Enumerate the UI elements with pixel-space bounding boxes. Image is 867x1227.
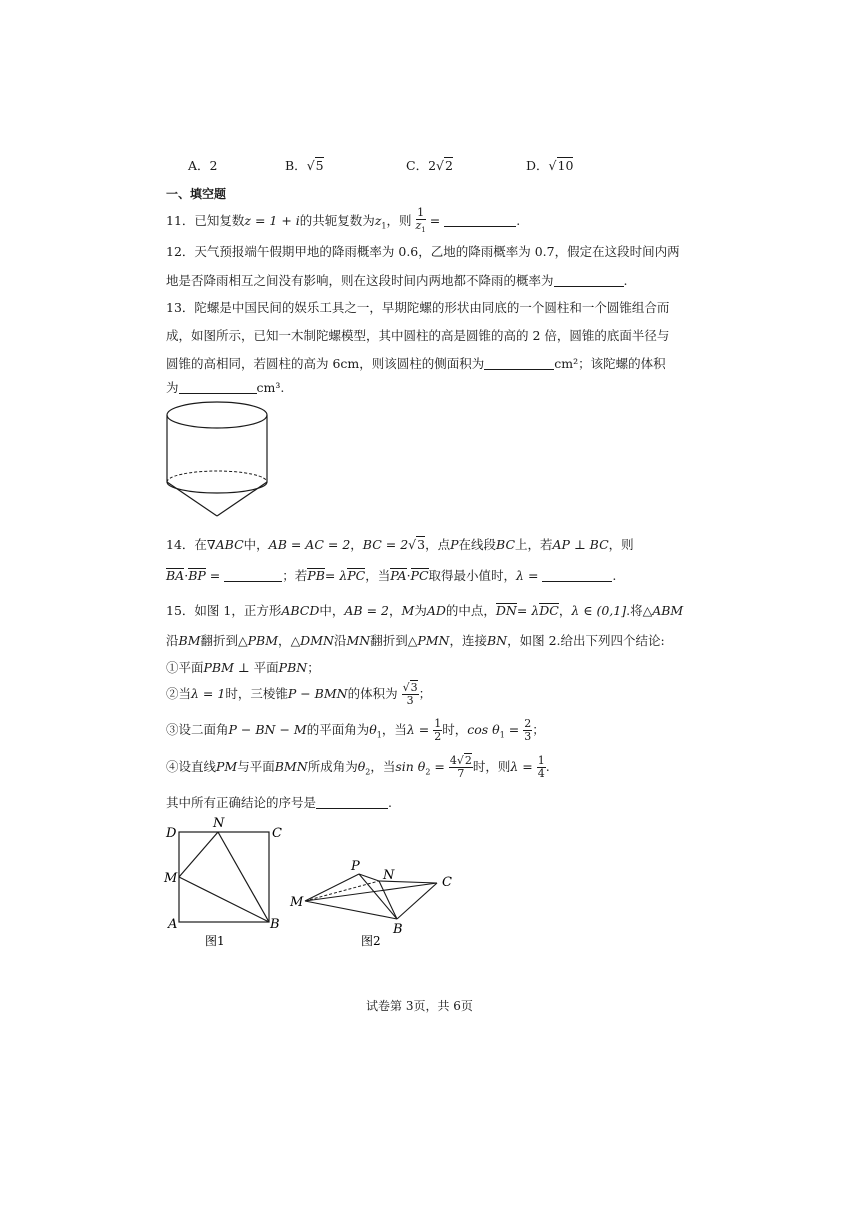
fig2-label-c: C: [442, 875, 452, 890]
q13-answer-blank-2: [179, 379, 257, 394]
question-13-line2: 成，如图所示，已知一木制陀螺模型，其中圆柱的高是圆锥的高的 2 倍，圆锥的底面半径与: [166, 328, 670, 343]
fig1-label-b: B: [270, 917, 280, 932]
cone-left-edge: [167, 482, 217, 516]
fig2-label-b: B: [393, 922, 403, 937]
fig2-caption: 图2: [361, 934, 381, 948]
cylinder-bottom-front: [167, 482, 267, 493]
question-15-line2: 沿BM翻折到△PBM，△DMN沿MN翻折到△PMN，连接BN，如图 2.给出下列四个结论:: [166, 633, 665, 648]
question-14-line2: BA·BP = ；若PB= λPC，当PA·PC取得最小值时，λ = .: [166, 568, 617, 583]
cone-right-edge: [217, 482, 267, 516]
q10-option-c: C．2√2: [406, 158, 453, 173]
segment-nb: [218, 832, 269, 922]
edge-mc: [305, 883, 437, 901]
q10-option-b: B．√5: [285, 158, 324, 173]
question-13-line1: 13．陀螺是中国民间的娱乐工具之一，早期陀螺的形状由同底的一个圆柱和一个圆锥组合而: [166, 300, 670, 315]
fig1-label-n: N: [213, 816, 225, 831]
fig2-label-p: P: [351, 859, 360, 874]
fig1-label-m: M: [164, 871, 178, 886]
q12-answer-blank: [554, 272, 624, 287]
question-14-line1: 14．在∇ABC中，AB = AC = 2，BC = 2√3，点P在线段BC上，若AP ⊥ BC，则: [166, 537, 634, 552]
q14-answer-blank-1: [224, 567, 282, 582]
question-13-line3: 圆锥的高相同，若圆柱的高为 6cm，则该圆柱的侧面积为 cm²；该陀螺的体积: [166, 356, 666, 371]
fig2-label-n: N: [383, 868, 395, 883]
fig1-label-c: C: [272, 826, 282, 841]
question-15-conclusion-3: ③设二面角P − BN − M的平面角为$\theta_1$，当λ = $\frac{1}{2}$ 时，$\cos \theta_1$ = $\frac{2}{3}$ ；: [166, 717, 545, 743]
question-15-conclusion-2: ②当λ = 1时，三棱锥P − BMN的体积为 $\frac{√3}{3}$ ；: [166, 681, 432, 707]
section-title: 一、填空题: [166, 187, 227, 201]
question-12-line2: 地是否降雨相互之间没有影响，则在这段时间内两地都不降雨的概率为 .: [166, 273, 628, 288]
q13-answer-blank-1: [484, 355, 554, 370]
question-13-line4: 为 cm³.: [166, 380, 285, 395]
edge-cb: [397, 883, 437, 919]
q14-answer-blank-2: [542, 567, 612, 582]
edge-nb: [379, 881, 397, 919]
q10-option-d: D．√10: [526, 158, 574, 173]
fig1-label-d: D: [166, 826, 177, 841]
question-15-conclusion-1: ①平面PBM ⊥ 平面PBN；: [166, 660, 320, 675]
question-15-final: 其中所有正确结论的序号是 .: [166, 795, 392, 810]
spinning-top-figure: [160, 398, 280, 520]
question-15-line1: 15．如图 1，正方形ABCD中，AB = 2，M为AD的中点，DN= λDC，λ ∈ (0,1].将△ABM: [166, 603, 684, 618]
figure-2-folded: [285, 855, 460, 955]
page-footer: 试卷第 3页，共 6页: [366, 999, 473, 1013]
fig2-label-m: M: [290, 895, 304, 910]
edge-mb: [305, 901, 397, 919]
cylinder-top-ellipse: [167, 402, 267, 428]
figure-1-square: [160, 815, 290, 955]
fig1-caption: 图1: [205, 934, 225, 948]
question-11: 11．已知复数z = 1 + i的共轭复数为$z_1$，则 $\frac{1}{z_1}$ = .: [166, 206, 521, 235]
edge-mn-dashed: [305, 881, 379, 901]
square-abcd: [179, 832, 269, 922]
q10-option-a: A．2: [188, 158, 218, 173]
fig1-label-a: A: [168, 917, 178, 932]
segment-mb: [179, 877, 269, 922]
q11-answer-blank: [444, 212, 516, 227]
question-12-line1: 12．天气预报端午假期甲地的降雨概率为 0.6，乙地的降雨概率为 0.7，假定在这段时间内两: [166, 244, 680, 259]
segment-mn: [179, 832, 218, 877]
cylinder-bottom-back: [167, 471, 267, 482]
question-15-conclusion-4: ④设直线PM与平面BMN所成角为$\theta_2$，当$\sin \theta_2$ = $\frac{4√2}{7}$ 时，则λ = $\frac{1}{4}$ .: [166, 754, 550, 780]
q15-answer-blank: [316, 794, 388, 809]
